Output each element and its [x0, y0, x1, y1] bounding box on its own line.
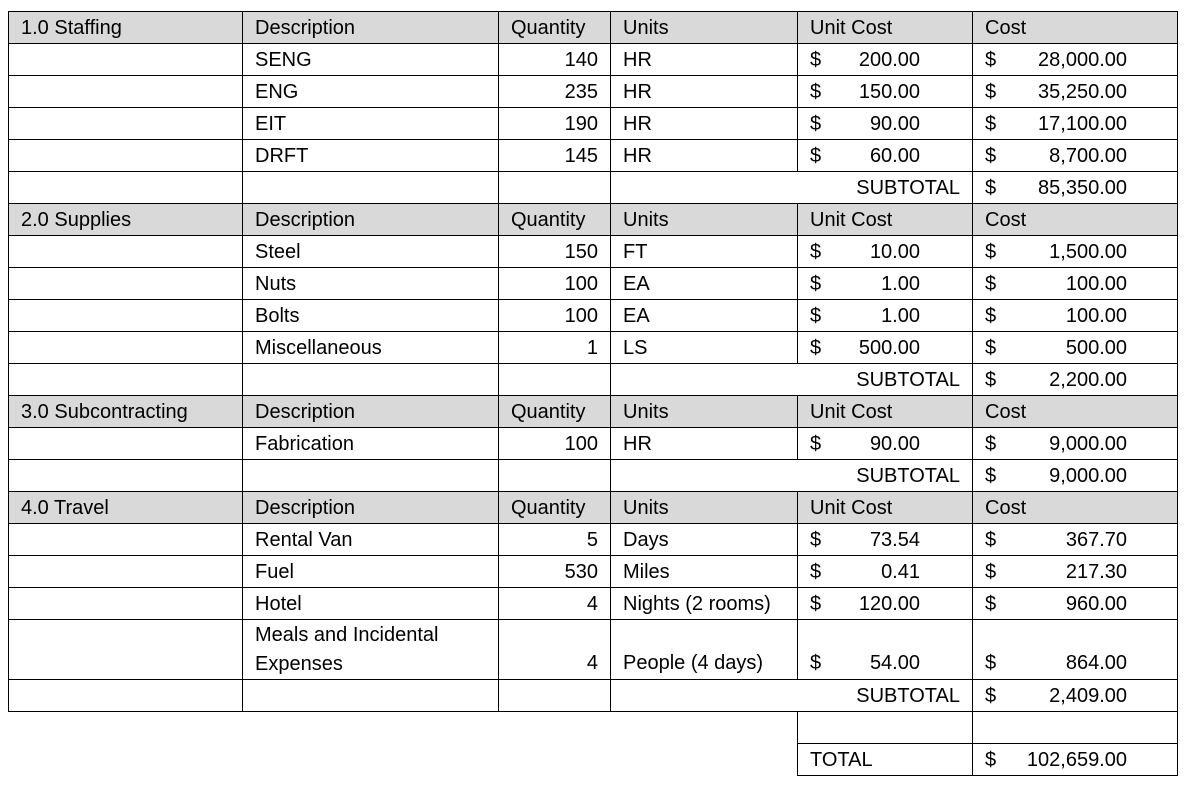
empty-cell[interactable] [9, 364, 243, 396]
unit-cost-cell-amount: 1.00 [881, 272, 920, 295]
cost-cell-amount: 367.70 [1065, 528, 1127, 551]
unit-cost-cell[interactable] [798, 620, 973, 680]
total-row [9, 744, 1178, 776]
empty-cell[interactable] [9, 44, 243, 76]
units-cell[interactable]: LS [611, 332, 798, 364]
cost-cell-amount: 8,700.00 [1049, 144, 1127, 167]
total-label[interactable]: TOTAL [798, 744, 973, 776]
quantity-cell[interactable]: 235 [499, 76, 611, 108]
unit-cost-cell[interactable] [798, 268, 973, 300]
line-item-row [9, 556, 1178, 588]
description-cell[interactable]: Fuel [243, 556, 499, 588]
empty-cell[interactable] [9, 300, 243, 332]
empty-cell[interactable] [798, 712, 973, 744]
cost-cell[interactable] [973, 428, 1178, 460]
empty-cell[interactable] [9, 460, 243, 492]
cost-cell-amount: 9,000.00 [1049, 432, 1127, 455]
cost-cell-amount: 500.00 [1065, 336, 1127, 359]
cost-cell-amount: 100.00 [1065, 272, 1127, 295]
unit-cost-cell-amount: 90.00 [869, 432, 920, 455]
column-header-cost[interactable]: Cost [973, 12, 1178, 44]
empty-cell[interactable] [243, 460, 499, 492]
subtotal-value[interactable] [973, 364, 1178, 396]
subtotal-label[interactable]: SUBTOTAL [611, 460, 973, 492]
cost-cell[interactable] [973, 140, 1178, 172]
quantity-cell[interactable]: 100 [499, 300, 611, 332]
blank-cell [611, 744, 798, 776]
unit-cost-cell[interactable] [798, 108, 973, 140]
column-header-unit-cost[interactable]: Unit Cost [798, 492, 973, 524]
units-cell[interactable]: People (4 days) [611, 620, 798, 680]
description-cell[interactable]: Steel [243, 236, 499, 268]
quantity-cell[interactable]: 1 [499, 332, 611, 364]
line-item-row [9, 140, 1178, 172]
description-cell[interactable]: SENG [243, 44, 499, 76]
empty-cell[interactable] [9, 268, 243, 300]
line-item-row [9, 300, 1178, 332]
blank-cell [243, 744, 499, 776]
column-header-units[interactable]: Units [611, 396, 798, 428]
dollar-sign: $ [985, 80, 997, 103]
total-value[interactable] [973, 744, 1178, 776]
subtotal-value-amount: 9,000.00 [1049, 464, 1127, 487]
unit-cost-cell-amount: 150.00 [858, 80, 920, 103]
line-item-row [9, 588, 1178, 620]
line-item-row [9, 428, 1178, 460]
quantity-cell[interactable]: 100 [499, 268, 611, 300]
subtotal-row [9, 460, 1178, 492]
unit-cost-cell-amount: 1.00 [881, 304, 920, 327]
cost-cell[interactable] [973, 524, 1178, 556]
dollar-sign: $ [985, 272, 997, 295]
quantity-cell[interactable]: 530 [499, 556, 611, 588]
empty-cell[interactable] [9, 236, 243, 268]
total-value-amount: 102,659.00 [1026, 748, 1127, 771]
empty-cell[interactable] [9, 680, 243, 712]
description-cell[interactable]: ENG [243, 76, 499, 108]
unit-cost-cell-amount: 60.00 [869, 144, 920, 167]
dollar-sign: $ [985, 368, 997, 391]
empty-cell[interactable] [9, 620, 243, 680]
cost-cell[interactable] [973, 332, 1178, 364]
cost-cell[interactable] [973, 300, 1178, 332]
section-header-row [9, 12, 1178, 44]
subtotal-value[interactable] [973, 460, 1178, 492]
line-item-row [9, 108, 1178, 140]
units-cell[interactable]: Days [611, 524, 798, 556]
line-item-row [9, 524, 1178, 556]
cost-estimate-table [8, 11, 1178, 776]
empty-cell[interactable] [499, 172, 611, 204]
column-header-unit-cost[interactable]: Unit Cost [798, 204, 973, 236]
column-header-units[interactable]: Units [611, 12, 798, 44]
section-header-row [9, 492, 1178, 524]
dollar-sign: $ [985, 464, 997, 487]
unit-cost-cell-amount: 73.54 [869, 528, 920, 551]
dollar-sign: $ [810, 652, 822, 674]
dollar-sign: $ [985, 684, 997, 707]
dollar-sign: $ [985, 560, 997, 583]
dollar-sign: $ [985, 48, 997, 71]
quantity-cell[interactable]: 100 [499, 428, 611, 460]
description-cell[interactable]: Nuts [243, 268, 499, 300]
cost-cell[interactable] [973, 620, 1178, 680]
empty-cell[interactable] [9, 524, 243, 556]
subtotal-row [9, 364, 1178, 396]
units-cell[interactable]: HR [611, 428, 798, 460]
units-cell[interactable]: EA [611, 268, 798, 300]
dollar-sign: $ [810, 528, 822, 551]
line-item-row [9, 332, 1178, 364]
dollar-sign: $ [985, 240, 997, 263]
description-cell[interactable]: EIT [243, 108, 499, 140]
dollar-sign: $ [985, 432, 997, 455]
quantity-cell[interactable]: 150 [499, 236, 611, 268]
unit-cost-cell-amount: 90.00 [869, 112, 920, 135]
units-cell[interactable]: HR [611, 76, 798, 108]
cost-cell[interactable] [973, 76, 1178, 108]
dollar-sign: $ [810, 592, 822, 615]
blank-cell [499, 744, 611, 776]
subtotal-row [9, 680, 1178, 712]
subtotal-value-amount: 2,409.00 [1049, 684, 1127, 707]
unit-cost-cell[interactable] [798, 556, 973, 588]
empty-cell[interactable] [9, 172, 243, 204]
unit-cost-cell[interactable] [798, 300, 973, 332]
column-header-description[interactable]: Description [243, 204, 499, 236]
units-cell[interactable]: Miles [611, 556, 798, 588]
subtotal-value-amount: 2,200.00 [1049, 368, 1127, 391]
blank-cell [9, 744, 243, 776]
unit-cost-cell-amount: 0.41 [881, 560, 920, 583]
cost-estimate-body [9, 12, 1178, 776]
dollar-sign: $ [985, 592, 997, 615]
unit-cost-cell-amount: 200.00 [858, 48, 920, 71]
dollar-sign: $ [810, 144, 822, 167]
empty-cell[interactable] [9, 556, 243, 588]
cost-cell-amount: 217.30 [1065, 560, 1127, 583]
dollar-sign: $ [810, 432, 822, 455]
description-cell[interactable]: Fabrication [243, 428, 499, 460]
cost-cell-amount: 100.00 [1065, 304, 1127, 327]
units-cell[interactable]: Nights (2 rooms) [611, 588, 798, 620]
quantity-cell[interactable]: 145 [499, 140, 611, 172]
description-cell[interactable]: DRFT [243, 140, 499, 172]
dollar-sign: $ [810, 240, 822, 263]
section-title[interactable]: 2.0 Supplies [9, 204, 243, 236]
cost-cell-amount: 864.00 [1065, 652, 1127, 674]
unit-cost-cell[interactable] [798, 236, 973, 268]
section-header-row [9, 396, 1178, 428]
empty-cell[interactable] [9, 140, 243, 172]
quantity-cell[interactable]: 190 [499, 108, 611, 140]
description-cell[interactable]: Meals and Incidental Expenses [243, 620, 499, 680]
subtotal-row [9, 172, 1178, 204]
subtotal-value-amount: 85,350.00 [1038, 176, 1127, 199]
section-title[interactable]: 3.0 Subcontracting [9, 396, 243, 428]
section-header-row [9, 204, 1178, 236]
unit-cost-cell[interactable] [798, 76, 973, 108]
blank-cell [611, 712, 798, 744]
empty-cell[interactable] [9, 332, 243, 364]
dollar-sign: $ [985, 304, 997, 327]
units-cell[interactable]: FT [611, 236, 798, 268]
cost-cell[interactable] [973, 108, 1178, 140]
dollar-sign: $ [985, 176, 997, 199]
cost-cell[interactable] [973, 588, 1178, 620]
column-header-description[interactable]: Description [243, 396, 499, 428]
description-cell[interactable]: Bolts [243, 300, 499, 332]
blank-cell [9, 712, 243, 744]
subtotal-value[interactable] [973, 680, 1178, 712]
unit-cost-cell-amount: 54.00 [869, 652, 920, 674]
unit-cost-cell-amount: 500.00 [858, 336, 920, 359]
empty-cell[interactable] [243, 172, 499, 204]
column-header-description[interactable]: Description [243, 12, 499, 44]
cost-cell[interactable] [973, 236, 1178, 268]
cost-cell-amount: 1,500.00 [1049, 240, 1127, 263]
column-header-units[interactable]: Units [611, 204, 798, 236]
cost-cell-amount: 960.00 [1065, 592, 1127, 615]
empty-cell[interactable] [9, 428, 243, 460]
description-cell[interactable]: Miscellaneous [243, 332, 499, 364]
unit-cost-cell[interactable] [798, 588, 973, 620]
cost-cell[interactable] [973, 556, 1178, 588]
dollar-sign: $ [810, 80, 822, 103]
column-header-quantity[interactable]: Quantity [499, 12, 611, 44]
subtotal-label[interactable]: SUBTOTAL [611, 364, 973, 396]
subtotal-value[interactable] [973, 172, 1178, 204]
empty-cell[interactable] [499, 364, 611, 396]
empty-cell[interactable] [499, 460, 611, 492]
subtotal-label[interactable]: SUBTOTAL [611, 172, 973, 204]
cost-cell-amount: 17,100.00 [1038, 112, 1127, 135]
blank-cell [243, 712, 499, 744]
total-spacer-row [9, 712, 1178, 744]
column-header-unit-cost[interactable]: Unit Cost [798, 396, 973, 428]
column-header-description[interactable]: Description [243, 492, 499, 524]
subtotal-label[interactable]: SUBTOTAL [611, 680, 973, 712]
units-cell[interactable]: EA [611, 300, 798, 332]
unit-cost-cell[interactable] [798, 332, 973, 364]
column-header-cost[interactable]: Cost [973, 204, 1178, 236]
empty-cell[interactable] [243, 364, 499, 396]
dollar-sign: $ [985, 336, 997, 359]
units-cell[interactable]: HR [611, 44, 798, 76]
line-item-row [9, 44, 1178, 76]
dollar-sign: $ [985, 144, 997, 167]
dollar-sign: $ [810, 304, 822, 327]
unit-cost-cell-amount: 10.00 [869, 240, 920, 263]
column-header-cost[interactable]: Cost [973, 492, 1178, 524]
dollar-sign: $ [985, 652, 997, 674]
empty-cell[interactable] [9, 588, 243, 620]
dollar-sign: $ [810, 272, 822, 295]
dollar-sign: $ [985, 528, 997, 551]
description-cell[interactable]: Hotel [243, 588, 499, 620]
cost-cell[interactable] [973, 44, 1178, 76]
empty-cell[interactable] [243, 680, 499, 712]
line-item-row [9, 76, 1178, 108]
units-cell[interactable]: HR [611, 140, 798, 172]
unit-cost-cell[interactable] [798, 140, 973, 172]
unit-cost-cell[interactable] [798, 428, 973, 460]
quantity-cell[interactable]: 4 [499, 620, 611, 680]
quantity-cell[interactable]: 4 [499, 588, 611, 620]
column-header-units[interactable]: Units [611, 492, 798, 524]
empty-cell[interactable] [973, 712, 1178, 744]
dollar-sign: $ [810, 48, 822, 71]
column-header-quantity[interactable]: Quantity [499, 396, 611, 428]
units-cell[interactable]: HR [611, 108, 798, 140]
line-item-row [9, 268, 1178, 300]
column-header-unit-cost[interactable]: Unit Cost [798, 12, 973, 44]
cost-cell-amount: 35,250.00 [1038, 80, 1127, 103]
unit-cost-cell[interactable] [798, 44, 973, 76]
column-header-cost[interactable]: Cost [973, 396, 1178, 428]
line-item-row [9, 620, 1178, 680]
empty-cell[interactable] [9, 108, 243, 140]
dollar-sign: $ [985, 112, 997, 135]
column-header-quantity[interactable]: Quantity [499, 492, 611, 524]
dollar-sign: $ [985, 748, 997, 771]
line-item-row [9, 236, 1178, 268]
dollar-sign: $ [810, 112, 822, 135]
unit-cost-cell[interactable] [798, 524, 973, 556]
description-cell[interactable]: Rental Van [243, 524, 499, 556]
empty-cell[interactable] [499, 680, 611, 712]
quantity-cell[interactable]: 5 [499, 524, 611, 556]
dollar-sign: $ [810, 336, 822, 359]
unit-cost-cell-amount: 120.00 [858, 592, 920, 615]
section-title[interactable]: 4.0 Travel [9, 492, 243, 524]
cost-cell-amount: 28,000.00 [1038, 48, 1127, 71]
dollar-sign: $ [810, 560, 822, 583]
column-header-quantity[interactable]: Quantity [499, 204, 611, 236]
blank-cell [499, 712, 611, 744]
section-title[interactable]: 1.0 Staffing [9, 12, 243, 44]
empty-cell[interactable] [9, 76, 243, 108]
cost-cell[interactable] [973, 268, 1178, 300]
quantity-cell[interactable]: 140 [499, 44, 611, 76]
